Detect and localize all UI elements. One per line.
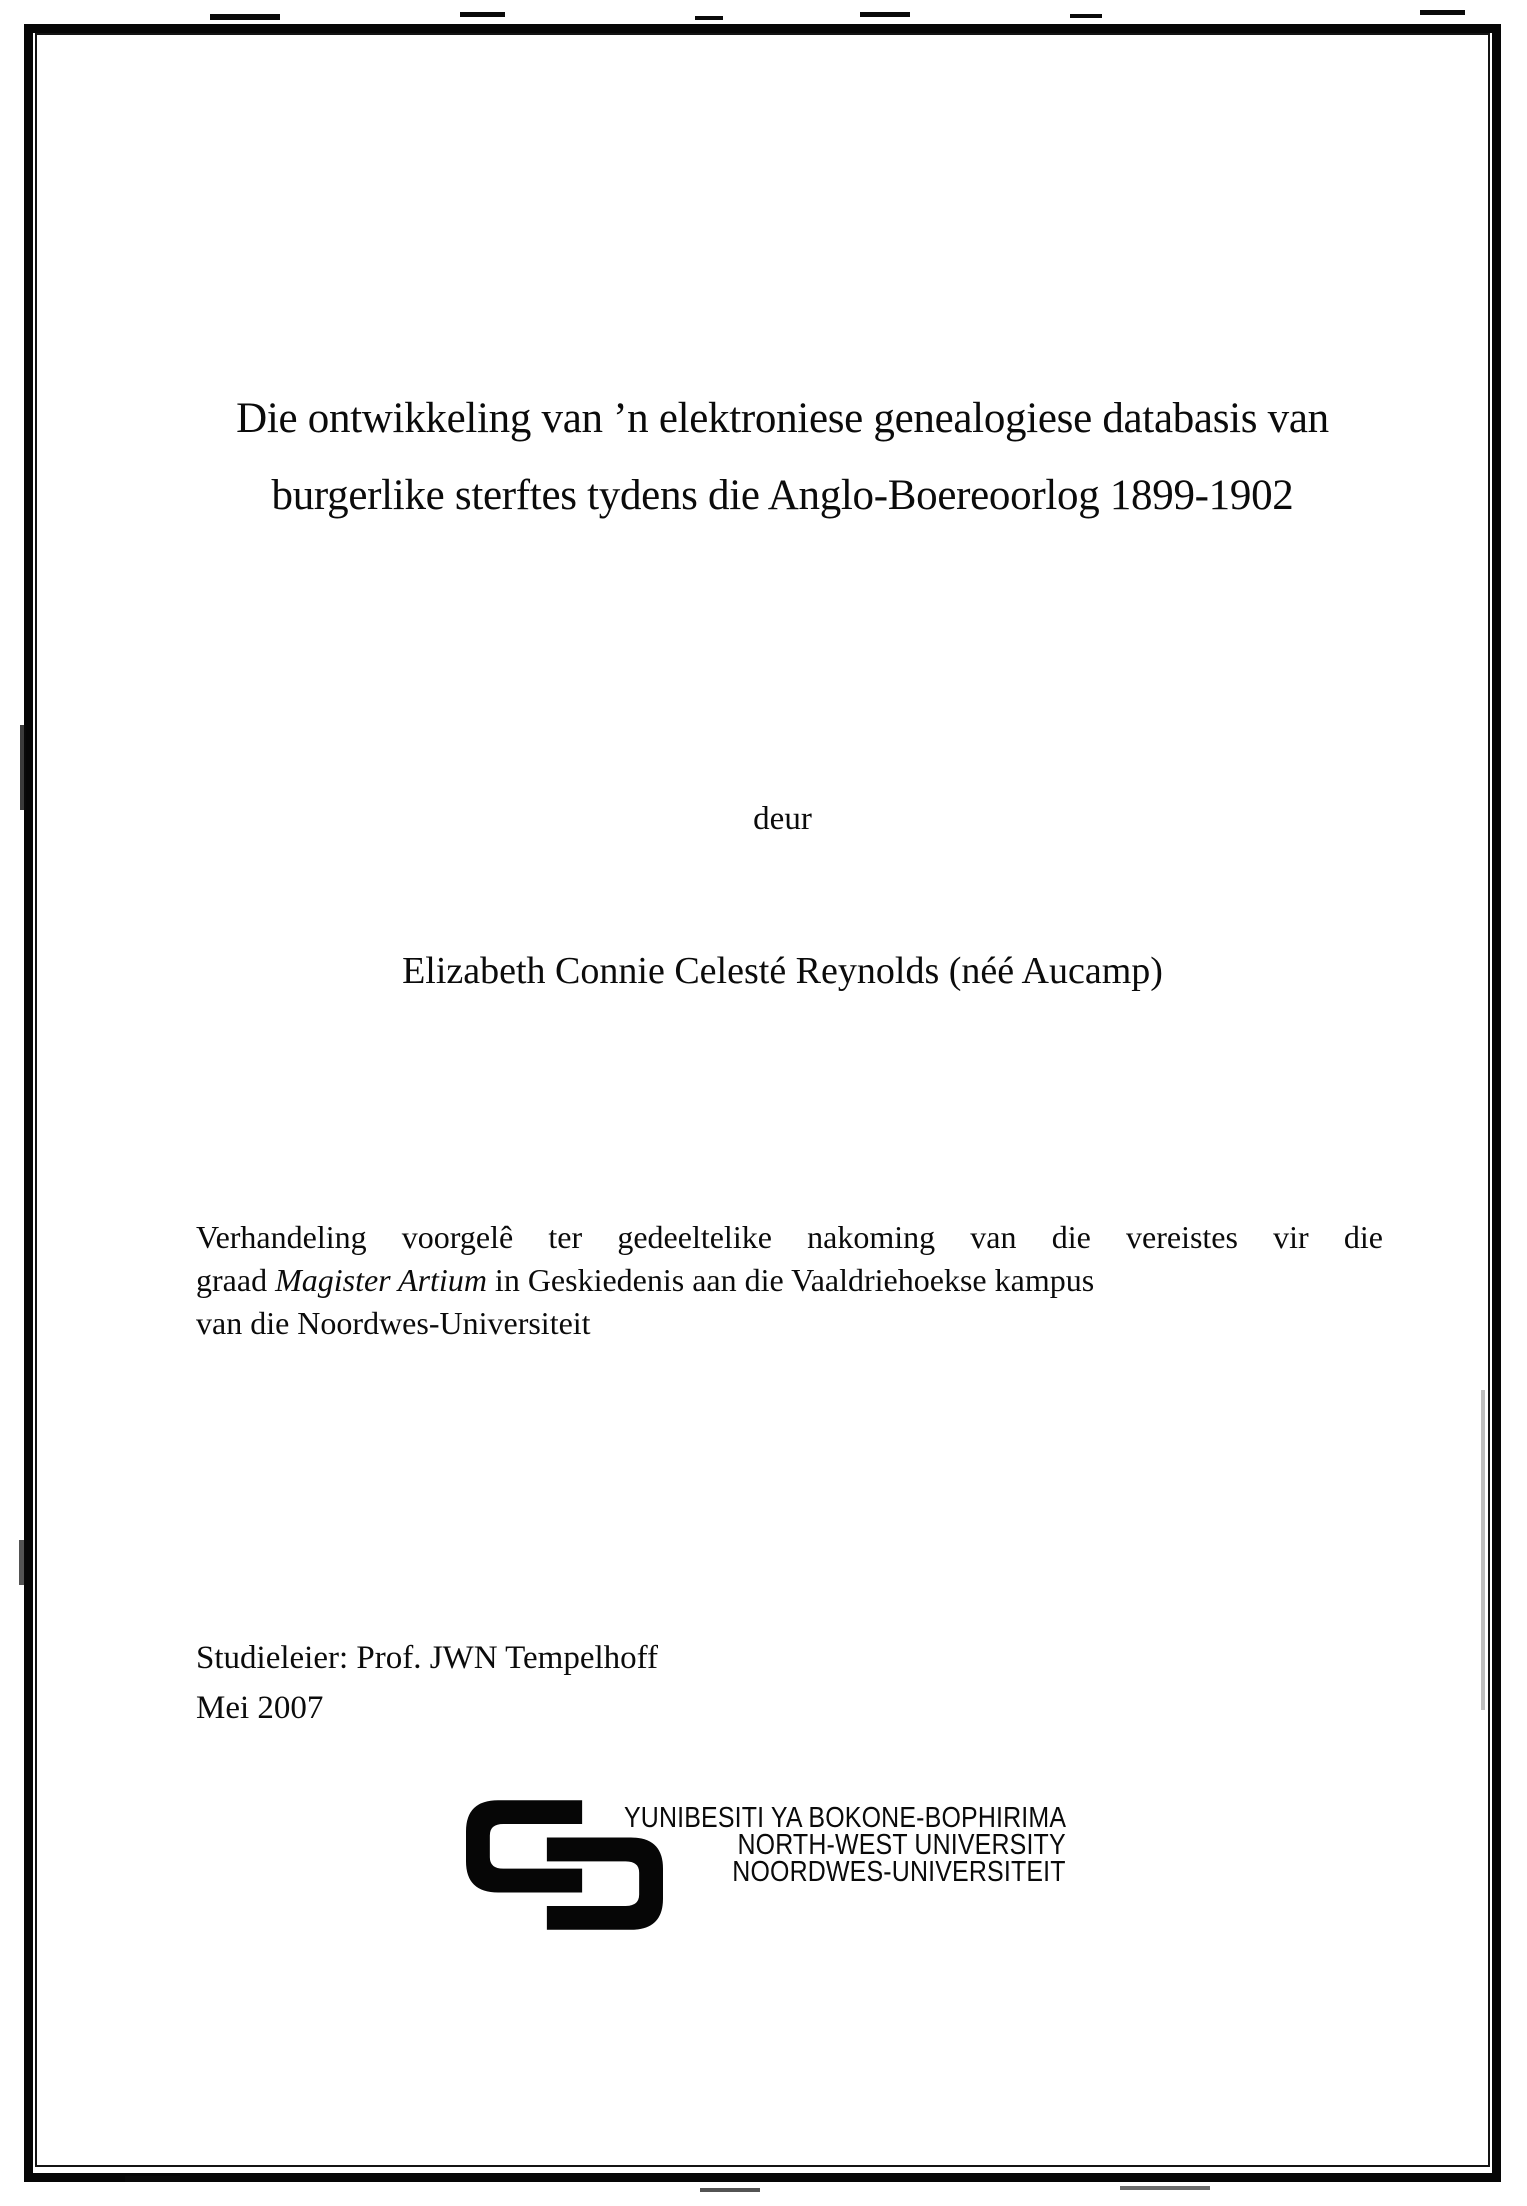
degree-statement-line-2-post: in Geskiedenis aan die Vaaldriehoekse kampus [486, 1262, 1095, 1298]
scan-artifact [695, 16, 723, 20]
scan-artifact [860, 12, 910, 17]
logo-text-line-2: NORTH-WEST UNIVERSITY [737, 1829, 1066, 1861]
scan-artifact [1420, 10, 1465, 15]
scan-artifact [1070, 14, 1102, 18]
date-line: Mei 2007 [196, 1690, 324, 1726]
author-name: Elizabeth Connie Celesté Reynolds (néé Aucamp) [402, 950, 1163, 992]
thesis-title [160, 380, 1405, 534]
degree-statement-line-2-pre: graad [196, 1262, 276, 1298]
scan-artifact [1481, 1390, 1485, 1710]
scan-artifact [460, 12, 505, 17]
logo-text-line-3: NOORDWES-UNIVERSITEIT [732, 1856, 1066, 1888]
scan-artifact [19, 1540, 25, 1585]
byline-label: deur [753, 801, 812, 837]
degree-statement-line-1: Verhandeling voorgelê ter gedeeltelike nakoming van die vereistes vir die [196, 1219, 1383, 1255]
scan-artifact [20, 725, 26, 810]
supervisor-block [196, 1633, 658, 1733]
thesis-title-line-2: burgerlike sterftes tydens die Anglo-Boereoorlog 1899-1902 [271, 472, 1294, 519]
scan-artifact [1120, 2186, 1210, 2190]
scan-artifact [700, 2188, 760, 2192]
university-logo-text [420, 1802, 1066, 1888]
scan-artifact [210, 14, 280, 20]
scan-artifact [125, 2176, 180, 2182]
logo-text-line-1: YUNIBESITI YA BOKONE-BOPHIRIMA [623, 1802, 1066, 1834]
degree-name-italic: Magister Artium [275, 1262, 487, 1298]
supervisor-line: Studieleier: Prof. JWN Tempelhoff [196, 1640, 659, 1676]
degree-statement-line-3: van die Noordwes-Universiteit [196, 1305, 591, 1341]
degree-statement-line-2 [196, 1259, 1383, 1302]
degree-statement [196, 1216, 1383, 1345]
thesis-title-line-1: Die ontwikkeling van ’n elektroniese genealogiese databasis van [236, 395, 1329, 442]
